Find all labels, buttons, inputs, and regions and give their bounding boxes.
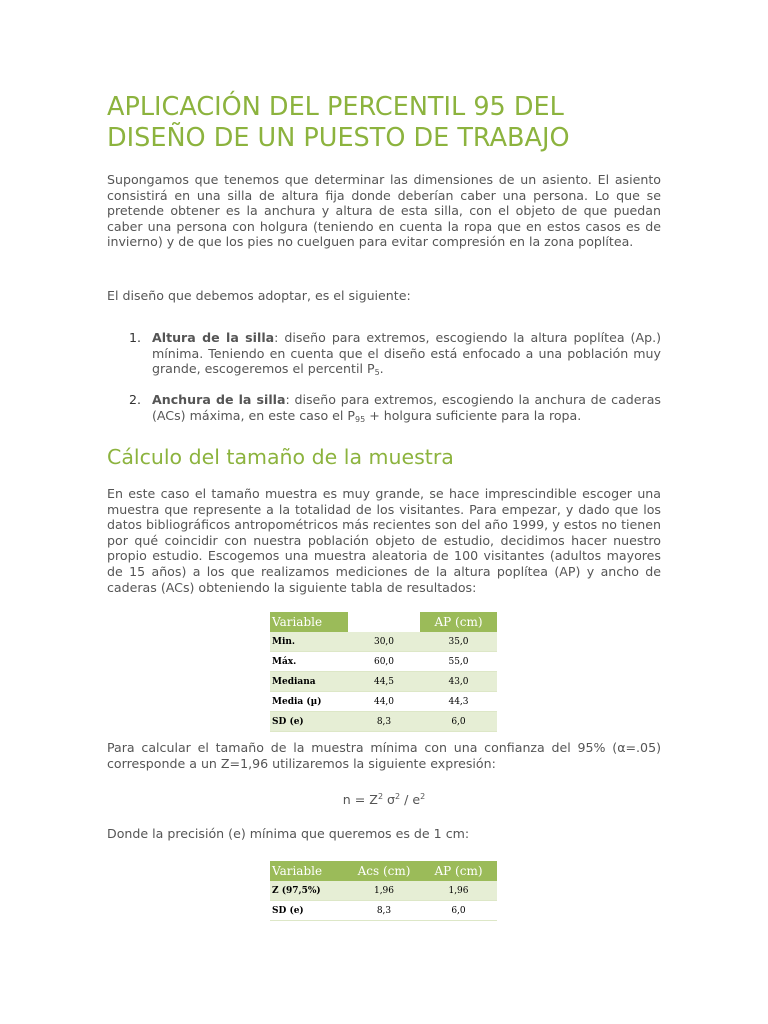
table-cell: 1,96	[420, 881, 497, 901]
table-header-row	[270, 861, 497, 881]
sample-size-formula	[0, 789, 768, 808]
table-row	[270, 672, 497, 692]
sample-paragraph: En este caso el tamaño muestra es muy grande, se hace imprescindible escoger una muestra que represente a la totalidad de los visitantes. Para empezar, y dado que los datos bibliográficos antropométricos más recientes son del año 1999, y estos no tienen por qué coincidir con nuestra población objeto de estudio, decidimos hacer nuestro propio estudio. Escogemos una muestra aleatoria de 100 visitantes (adultos mayores de 15 años) a los que realizamos mediciones de la altura poplítea (AP) y ancho de caderas (ACs) obteniendo la siguiente tabla de resultados:	[107, 486, 661, 595]
formula-lhs: n = Z	[342, 792, 378, 807]
formula-exponent: 2	[377, 792, 384, 801]
table-cell: 8,3	[348, 712, 420, 732]
table-row	[270, 652, 497, 672]
table-cell: 44,5	[348, 672, 420, 692]
table-row	[270, 881, 497, 901]
table-cell: 8,3	[348, 901, 420, 921]
table-header-cell: Variable	[270, 861, 348, 881]
formula-exponent: 2	[420, 792, 426, 801]
table-row	[270, 901, 497, 921]
table-cell: SD (e)	[270, 901, 348, 921]
list-item-text: : diseño para extremos, escogiendo la anchura de caderas (ACs) máxima, en este caso el P	[152, 392, 661, 423]
list-number-2: 2.	[129, 392, 142, 407]
formula-sigma: σ	[383, 792, 396, 807]
table-row	[270, 692, 497, 712]
table-header-cell: AP (cm)	[420, 861, 497, 881]
list-item-label: Altura de la silla	[152, 330, 275, 345]
table-row	[270, 712, 497, 732]
table-cell: Z (97,5%)	[270, 881, 348, 901]
table-header-cell: Variable	[270, 612, 348, 632]
table-cell: 1,96	[348, 881, 420, 901]
list-item-chair-height	[152, 330, 661, 381]
z-table	[270, 861, 497, 921]
document-title: APLICACIÓN DEL PERCENTIL 95 DEL DISEÑO DE UN PUESTO DE TRABAJO	[107, 92, 570, 153]
table-header-cell	[348, 612, 420, 632]
table-cell: 60,0	[348, 652, 420, 672]
formula-exponent: 2	[395, 792, 401, 801]
table-cell: 44,3	[420, 692, 497, 712]
list-item-chair-width	[152, 392, 661, 427]
percentile-subscript: 5	[374, 368, 380, 378]
table-cell: 55,0	[420, 652, 497, 672]
table-cell: Máx.	[270, 652, 348, 672]
table-cell: Min.	[270, 632, 348, 652]
precision-paragraph: Donde la precisión (e) mínima que queremos es de 1 cm:	[107, 826, 470, 841]
results-table	[270, 612, 497, 732]
table-header-cell: AP (cm)	[420, 612, 497, 632]
table-header-cell: Acs (cm)	[348, 861, 420, 881]
confidence-paragraph: Para calcular el tamaño de la muestra mínima con una confianza del 95% (α=.05) corresponde a un Z=1,96 utilizaremos la siguiente expresión:	[107, 740, 661, 771]
table-header-row	[270, 612, 497, 632]
formula-rhs: / e	[400, 792, 421, 807]
list-item-text: : diseño para extremos, escogiendo la altura poplítea (Ap.) mínima. Teniendo en cuenta que el diseño está enfocado a una población muy grande, escogeremos el percentil P	[152, 330, 661, 377]
percentile-subscript: 95	[355, 414, 366, 424]
table-cell: 35,0	[420, 632, 497, 652]
section-heading: Cálculo del tamaño de la muestra	[107, 445, 454, 469]
table-cell: 6,0	[420, 901, 497, 921]
table-cell: 6,0	[420, 712, 497, 732]
table-row	[270, 632, 497, 652]
table-cell: 30,0	[348, 632, 420, 652]
table-cell: 44,0	[348, 692, 420, 712]
table-cell: SD (e)	[270, 712, 348, 732]
list-item-tail: .	[379, 361, 384, 377]
list-item-label: Anchura de la silla	[152, 392, 286, 407]
list-number-1: 1.	[129, 330, 142, 345]
design-intro-paragraph: El diseño que debemos adoptar, es el siguiente:	[107, 288, 411, 303]
table-cell: Media (µ)	[270, 692, 348, 712]
intro-paragraph: Supongamos que tenemos que determinar las dimensiones de un asiento. El asiento consistirá en una silla de altura fija donde deberían caber una persona. Lo que se pretende obtener es la anchura y altura de esta silla, con el objeto de que puedan caber una persona con holgura (teniendo en cuenta la ropa que en estos casos es de invierno) y de que los pies no cuelguen para evitar compresión en la zona poplítea.	[107, 172, 661, 250]
table-cell: Mediana	[270, 672, 348, 692]
list-item-tail: + holgura suficiente para la ropa.	[365, 407, 582, 423]
table-cell: 43,0	[420, 672, 497, 692]
